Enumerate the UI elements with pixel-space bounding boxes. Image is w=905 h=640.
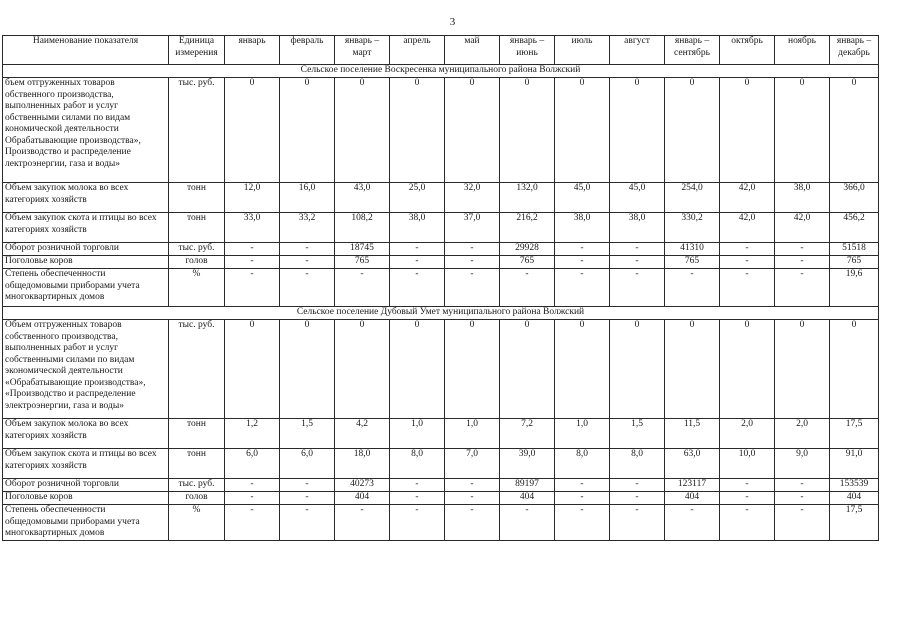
indicator-name: Поголовье коров	[3, 492, 169, 505]
value-cell: 18745	[335, 243, 390, 256]
value-cell: -	[665, 505, 720, 541]
table-row	[3, 269, 879, 307]
value-cell: 9,0	[775, 449, 830, 479]
value-cell: 404	[665, 492, 720, 505]
indicator-unit: тыс. руб.	[169, 243, 225, 256]
indicator-unit: %	[169, 505, 225, 541]
header-month: февраль	[280, 36, 335, 65]
indicator-unit: тыс. руб.	[169, 320, 225, 419]
table-row	[3, 256, 879, 269]
header-month: июль	[555, 36, 610, 65]
value-cell: 123117	[665, 479, 720, 492]
value-cell: 0	[830, 320, 879, 419]
value-cell: 43,0	[335, 183, 390, 213]
table-row	[3, 419, 879, 449]
value-cell: 0	[610, 78, 665, 183]
table-row	[3, 78, 879, 183]
value-cell: 8,0	[610, 449, 665, 479]
section-title: Сельское поселение Воскресенка муниципального района Волжский	[3, 65, 879, 78]
value-cell: 39,0	[500, 449, 555, 479]
table-row	[3, 505, 879, 541]
value-cell: 0	[225, 320, 280, 419]
indicator-name: Объем закупок скота и птицы во всех категориях хозяйств	[3, 449, 169, 479]
value-cell: 0	[280, 78, 335, 183]
value-cell: -	[335, 505, 390, 541]
value-cell: 7,2	[500, 419, 555, 449]
value-cell: 19,6	[830, 269, 879, 307]
value-cell: -	[390, 505, 445, 541]
value-cell: -	[390, 256, 445, 269]
value-cell: 40273	[335, 479, 390, 492]
value-cell: -	[445, 256, 500, 269]
value-cell: -	[720, 269, 775, 307]
value-cell: 8,0	[390, 449, 445, 479]
header-month: ноябрь	[775, 36, 830, 65]
table-row	[3, 183, 879, 213]
indicator-unit: тонн	[169, 183, 225, 213]
indicator-unit: тонн	[169, 419, 225, 449]
value-cell: 1,0	[390, 419, 445, 449]
value-cell: -	[225, 269, 280, 307]
value-cell: -	[280, 505, 335, 541]
value-cell: -	[555, 269, 610, 307]
value-cell: -	[775, 479, 830, 492]
value-cell: 0	[500, 320, 555, 419]
value-cell: 18,0	[335, 449, 390, 479]
table-row	[3, 449, 879, 479]
value-cell: -	[775, 505, 830, 541]
header-month: октябрь	[720, 36, 775, 65]
value-cell: -	[225, 505, 280, 541]
value-cell: -	[390, 492, 445, 505]
value-cell: 366,0	[830, 183, 879, 213]
value-cell: 330,2	[665, 213, 720, 243]
value-cell: -	[720, 243, 775, 256]
value-cell: 765	[665, 256, 720, 269]
indicator-name: Объем закупок скота и птицы во всех категориях хозяйств	[3, 213, 169, 243]
indicators-table	[2, 35, 879, 541]
value-cell: -	[280, 479, 335, 492]
value-cell: -	[280, 243, 335, 256]
value-cell: 404	[335, 492, 390, 505]
value-cell: 29928	[500, 243, 555, 256]
value-cell: 91,0	[830, 449, 879, 479]
header-month: август	[610, 36, 665, 65]
value-cell: -	[610, 256, 665, 269]
value-cell: 1,5	[610, 419, 665, 449]
value-cell: 42,0	[720, 213, 775, 243]
indicator-name: бъем отгруженных товаров обственного производства, выполненных работ и услуг обственными силами по видам кономической деятельности Обрабатывающие производства», Производство и распределение лектроэнергии, газа и воды»	[3, 78, 169, 183]
value-cell: 765	[335, 256, 390, 269]
value-cell: -	[225, 492, 280, 505]
value-cell: 45,0	[610, 183, 665, 213]
value-cell: 51518	[830, 243, 879, 256]
value-cell: -	[500, 505, 555, 541]
value-cell: -	[610, 269, 665, 307]
value-cell: 0	[445, 78, 500, 183]
value-cell: 38,0	[775, 183, 830, 213]
value-cell: 32,0	[445, 183, 500, 213]
header-month: январь – декабрь	[830, 36, 879, 65]
value-cell: -	[555, 479, 610, 492]
header-month: январь – сентябрь	[665, 36, 720, 65]
indicator-name: Объем закупок молока во всех категориях хозяйств	[3, 419, 169, 449]
header-row	[3, 36, 879, 65]
value-cell: -	[555, 492, 610, 505]
value-cell: 25,0	[390, 183, 445, 213]
value-cell: 0	[775, 78, 830, 183]
value-cell: 33,2	[280, 213, 335, 243]
indicator-unit: тыс. руб.	[169, 78, 225, 183]
value-cell: -	[225, 243, 280, 256]
value-cell: 1,2	[225, 419, 280, 449]
value-cell: -	[445, 492, 500, 505]
value-cell: -	[720, 256, 775, 269]
value-cell: 38,0	[390, 213, 445, 243]
value-cell: -	[280, 269, 335, 307]
value-cell: 0	[555, 78, 610, 183]
value-cell: 7,0	[445, 449, 500, 479]
value-cell: -	[445, 505, 500, 541]
value-cell: -	[665, 269, 720, 307]
value-cell: 0	[555, 320, 610, 419]
value-cell: -	[610, 243, 665, 256]
value-cell: 4,2	[335, 419, 390, 449]
value-cell: 0	[720, 320, 775, 419]
value-cell: 11,5	[665, 419, 720, 449]
value-cell: 0	[665, 78, 720, 183]
value-cell: 42,0	[720, 183, 775, 213]
section-row	[3, 307, 879, 320]
header-month: январь – июнь	[500, 36, 555, 65]
indicator-name: Оборот розничной торговли	[3, 243, 169, 256]
value-cell: -	[775, 256, 830, 269]
value-cell: 37,0	[445, 213, 500, 243]
value-cell: 0	[775, 320, 830, 419]
value-cell: 1,0	[555, 419, 610, 449]
value-cell: -	[445, 269, 500, 307]
value-cell: 132,0	[500, 183, 555, 213]
value-cell: 0	[830, 78, 879, 183]
section-title: Сельское поселение Дубовый Умет муниципального района Волжский	[3, 307, 879, 320]
value-cell: -	[775, 243, 830, 256]
value-cell: 12,0	[225, 183, 280, 213]
indicator-unit: тонн	[169, 213, 225, 243]
value-cell: 108,2	[335, 213, 390, 243]
value-cell: 16,0	[280, 183, 335, 213]
value-cell: -	[225, 479, 280, 492]
table-row	[3, 320, 879, 419]
table-row	[3, 243, 879, 256]
indicator-name: Оборот розничной торговли	[3, 479, 169, 492]
table-row	[3, 213, 879, 243]
indicator-name: Степень обеспеченности общедомовыми приборами учета многоквартирных домов	[3, 505, 169, 541]
page-number: 3	[449, 16, 456, 28]
value-cell: 153539	[830, 479, 879, 492]
value-cell: -	[390, 243, 445, 256]
value-cell: 38,0	[610, 213, 665, 243]
value-cell: 1,5	[280, 419, 335, 449]
value-cell: -	[555, 505, 610, 541]
indicator-name: Степень обеспеченности общедомовыми приборами учета многоквартирных домов	[3, 269, 169, 307]
value-cell: -	[720, 492, 775, 505]
value-cell: 254,0	[665, 183, 720, 213]
section-row	[3, 65, 879, 78]
value-cell: -	[720, 505, 775, 541]
indicator-name: Объем отгруженных товаров собственного производства, выполненных работ и услуг собственными силами по видам экономической деятельности «Обрабатывающие производства», «Производство и распределение электроэнергии, газа и воды»	[3, 320, 169, 419]
value-cell: 33,0	[225, 213, 280, 243]
value-cell: 765	[830, 256, 879, 269]
indicator-unit: тыс. руб.	[169, 479, 225, 492]
value-cell: -	[280, 492, 335, 505]
indicator-unit: %	[169, 269, 225, 307]
header-month: январь	[225, 36, 280, 65]
value-cell: 0	[335, 78, 390, 183]
value-cell: 216,2	[500, 213, 555, 243]
header-month: апрель	[390, 36, 445, 65]
header-unit: Единица измерения	[169, 36, 225, 65]
indicator-unit: тонн	[169, 449, 225, 479]
indicator-name: Объем закупок молока во всех категориях хозяйств	[3, 183, 169, 213]
header-month: май	[445, 36, 500, 65]
value-cell: 0	[500, 78, 555, 183]
value-cell: 0	[610, 320, 665, 419]
table-row	[3, 479, 879, 492]
value-cell: 38,0	[555, 213, 610, 243]
value-cell: 765	[500, 256, 555, 269]
value-cell: 0	[225, 78, 280, 183]
indicator-unit: голов	[169, 492, 225, 505]
value-cell: -	[720, 479, 775, 492]
value-cell: 6,0	[225, 449, 280, 479]
value-cell: -	[500, 269, 555, 307]
value-cell: -	[280, 256, 335, 269]
header-name: Наименование показателя	[3, 36, 169, 65]
value-cell: -	[555, 256, 610, 269]
value-cell: 42,0	[775, 213, 830, 243]
value-cell: 0	[445, 320, 500, 419]
value-cell: 2,0	[720, 419, 775, 449]
value-cell: 89197	[500, 479, 555, 492]
value-cell: 0	[390, 78, 445, 183]
value-cell: -	[225, 256, 280, 269]
value-cell: 41310	[665, 243, 720, 256]
value-cell: 17,5	[830, 419, 879, 449]
value-cell: -	[390, 479, 445, 492]
value-cell: 6,0	[280, 449, 335, 479]
value-cell: -	[335, 269, 390, 307]
table-row	[3, 492, 879, 505]
value-cell: 63,0	[665, 449, 720, 479]
value-cell: 0	[390, 320, 445, 419]
value-cell: 0	[665, 320, 720, 419]
value-cell: -	[445, 243, 500, 256]
value-cell: 0	[720, 78, 775, 183]
value-cell: -	[775, 492, 830, 505]
value-cell: 404	[500, 492, 555, 505]
value-cell: -	[445, 479, 500, 492]
value-cell: -	[610, 492, 665, 505]
value-cell: 2,0	[775, 419, 830, 449]
value-cell: 10,0	[720, 449, 775, 479]
value-cell: 456,2	[830, 213, 879, 243]
value-cell: 0	[335, 320, 390, 419]
value-cell: -	[390, 269, 445, 307]
value-cell: 404	[830, 492, 879, 505]
value-cell: -	[610, 479, 665, 492]
value-cell: -	[610, 505, 665, 541]
value-cell: 45,0	[555, 183, 610, 213]
value-cell: 0	[280, 320, 335, 419]
value-cell: -	[555, 243, 610, 256]
value-cell: -	[775, 269, 830, 307]
value-cell: 1,0	[445, 419, 500, 449]
value-cell: 17,5	[830, 505, 879, 541]
indicator-name: Поголовье коров	[3, 256, 169, 269]
indicator-unit: голов	[169, 256, 225, 269]
value-cell: 8,0	[555, 449, 610, 479]
header-month: январь – март	[335, 36, 390, 65]
